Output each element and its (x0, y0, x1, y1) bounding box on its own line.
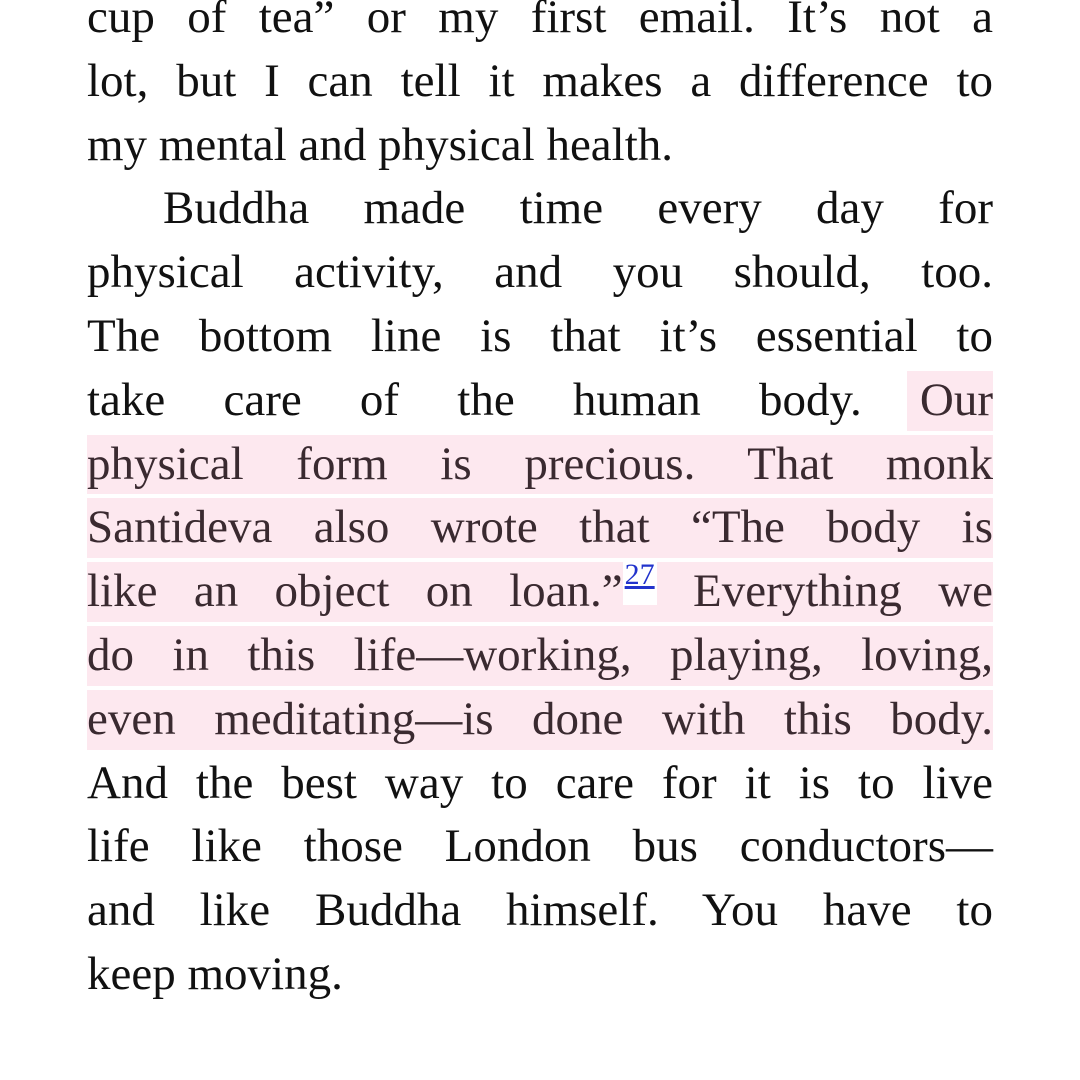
highlighted-text[interactable]: Everything we (656, 565, 993, 618)
highlighted-text[interactable]: like an object on loan.” (87, 565, 623, 618)
text-line (87, 624, 993, 688)
text-line: cup of tea” or my first email. It’s not a (87, 0, 993, 43)
text-line: lot, but I can tell it makes a difference to (87, 54, 993, 107)
text-line (87, 688, 993, 752)
text-line (87, 433, 993, 497)
text-line: and like Buddha himself. You have to (87, 884, 993, 937)
highlighted-text[interactable]: physical form is precious. That monk (87, 437, 993, 490)
text-line: physical activity, and you should, too. (87, 246, 993, 299)
highlighted-text[interactable]: do in this life—working, playing, loving, (87, 628, 993, 681)
highlighted-text[interactable]: Santideva also wrote that “The body is (87, 501, 993, 554)
text-line (87, 496, 993, 560)
footnote-link[interactable]: 27 (623, 558, 657, 605)
text-segment: take care of the human body. (87, 373, 920, 426)
text-line (87, 560, 993, 624)
text-line: keep moving. (87, 947, 343, 1000)
text-line: my mental and physical health. (87, 118, 674, 171)
highlighted-text[interactable]: Our (919, 373, 993, 426)
text-line: The bottom line is that it’s essential to (87, 309, 993, 362)
text-line (87, 369, 993, 433)
text-line: life like those London bus conductors— (87, 820, 993, 873)
book-text-column (87, 0, 993, 1007)
paragraph-start-line: Buddha made time every day for (163, 182, 993, 235)
text-line: And the best way to care for it is to live (87, 756, 993, 809)
highlighted-text[interactable]: even meditating—is done with this body. (87, 692, 993, 745)
